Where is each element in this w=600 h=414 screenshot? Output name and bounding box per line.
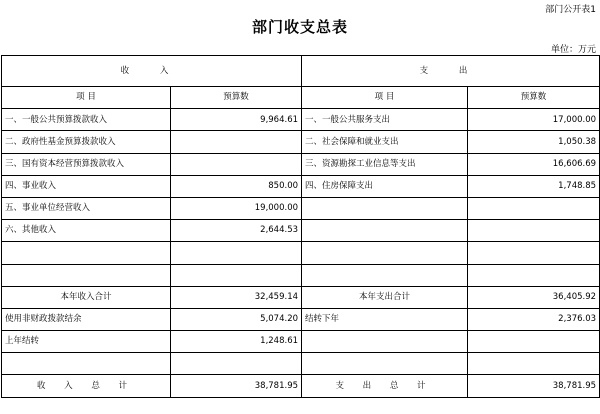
budget-summary-table (1, 55, 600, 398)
expense-subtotal-label: 本年支出合计 (302, 286, 468, 308)
expense-item (302, 242, 468, 264)
table-row (2, 308, 600, 330)
income-item: 五、事业单位经营收入 (2, 197, 171, 219)
income-value (171, 264, 302, 286)
income-total-label: 收 入 总 计 (2, 375, 171, 397)
income-value: 9,964.61 (171, 109, 302, 131)
income-subtotal-value: 32,459.14 (171, 286, 302, 308)
expense-item (302, 331, 468, 353)
expense-value (468, 197, 600, 219)
expense-budget-header: 预算数 (468, 87, 600, 109)
expense-item (302, 353, 468, 375)
income-value: 19,000.00 (171, 197, 302, 219)
expense-section-header: 支 出 (302, 56, 600, 87)
expense-value (468, 331, 600, 353)
income-value: 2,644.53 (171, 220, 302, 242)
income-value: 1,248.61 (171, 331, 302, 353)
subtotal-row (2, 286, 600, 308)
income-budget-header: 预算数 (171, 87, 302, 109)
page-title: 部门收支总表 (251, 18, 348, 36)
income-item: 四、事业收入 (2, 175, 171, 197)
table-row (2, 220, 600, 242)
expense-item: 四、住房保障支出 (302, 175, 468, 197)
income-value: 850.00 (171, 175, 302, 197)
income-item (2, 242, 171, 264)
table-row (2, 331, 600, 353)
expense-subtotal-value: 36,405.92 (468, 286, 600, 308)
expense-value (468, 242, 600, 264)
total-row (2, 375, 600, 397)
expense-total-label: 支 出 总 计 (302, 375, 468, 397)
income-item (2, 264, 171, 286)
table-row (2, 264, 600, 286)
income-value: 5,074.20 (171, 308, 302, 330)
income-item: 使用非财政拨款结余 (2, 308, 171, 330)
income-value (171, 353, 302, 375)
expense-item: 二、社会保障和就业支出 (302, 131, 468, 153)
expense-value: 1,050.38 (468, 131, 600, 153)
expense-item (302, 197, 468, 219)
expense-total-value: 38,781.95 (468, 375, 600, 397)
column-header-row (2, 87, 600, 109)
table-row (2, 175, 600, 197)
expense-item: 一、一般公共服务支出 (302, 109, 468, 131)
expense-item: 三、资源勘探工业信息等支出 (302, 153, 468, 175)
income-item-header: 项 目 (2, 87, 171, 109)
expense-value: 2,376.03 (468, 308, 600, 330)
expense-value (468, 353, 600, 375)
expense-item (302, 220, 468, 242)
table-row (2, 242, 600, 264)
expense-value: 17,000.00 (468, 109, 600, 131)
expense-value (468, 264, 600, 286)
unit-label: 单位：万元 (550, 45, 596, 55)
table-row (2, 197, 600, 219)
income-total-value: 38,781.95 (171, 375, 302, 397)
income-item: 二、政府性基金预算拨款收入 (2, 131, 171, 153)
income-subtotal-label: 本年收入合计 (2, 286, 171, 308)
table-row (2, 353, 600, 375)
income-value (171, 242, 302, 264)
section-header-row (2, 56, 600, 87)
table-row (2, 109, 600, 131)
table-row (2, 131, 600, 153)
income-item: 六、其他收入 (2, 220, 171, 242)
expense-item: 结转下年 (302, 308, 468, 330)
form-number: 部门公开表1 (545, 5, 596, 15)
expense-value: 16,606.69 (468, 153, 600, 175)
expense-value: 1,748.85 (468, 175, 600, 197)
income-section-header: 收 入 (2, 56, 302, 87)
income-item (2, 353, 171, 375)
income-item: 三、国有资本经营预算拨款收入 (2, 153, 171, 175)
expense-value (468, 220, 600, 242)
expense-item-header: 项 目 (302, 87, 468, 109)
income-value (171, 153, 302, 175)
expense-item (302, 264, 468, 286)
income-item: 一、一般公共预算拨款收入 (2, 109, 171, 131)
income-value (171, 131, 302, 153)
income-item: 上年结转 (2, 331, 171, 353)
table-row (2, 153, 600, 175)
